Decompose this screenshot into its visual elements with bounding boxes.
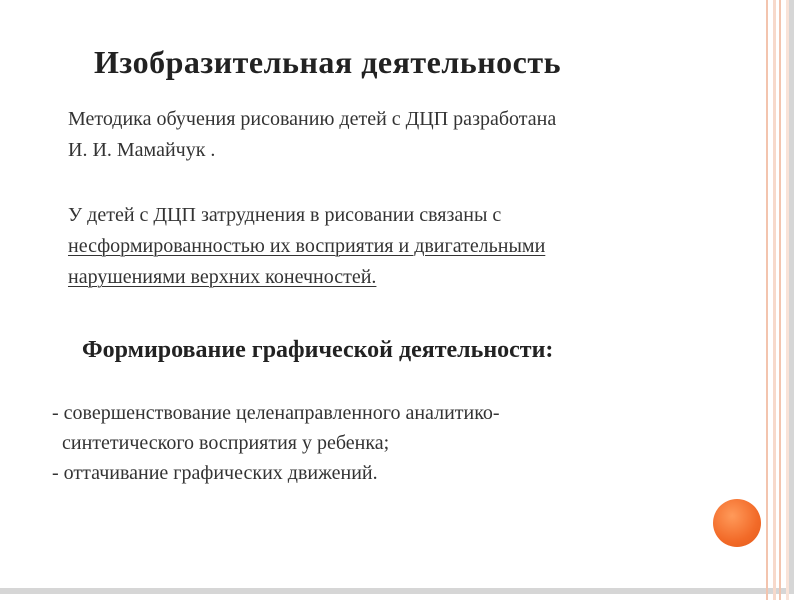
paragraph-difficulties [68,200,545,293]
accent-circle [713,499,761,547]
paragraph-line: Методика обучения рисованию детей с ДЦП разработана [68,108,557,130]
paragraph-line-underlined: нарушениями верхних конечностей. [68,266,377,288]
paragraph-line: У детей с ДЦП затруднения в рисовании связаны с [68,204,502,226]
decorative-stripe [766,0,768,600]
paragraph-line-underlined: несформированностью их восприятия и двигательными [68,235,546,257]
bullet-list [52,398,500,488]
decorative-stripe [779,0,781,600]
list-item-continuation: синтетического восприятия у ребенка; [62,432,390,454]
slide-title: Изобразительная деятельность [94,44,561,80]
list-item: - совершенствование целенаправленного аналитико- [52,402,500,424]
list-item: - оттачивание графических движений. [52,462,378,484]
paragraph-line: И. И. Мамайчук . [68,139,216,161]
decorative-stripe [773,0,776,600]
decorative-stripe [786,0,789,600]
paragraph-methodology [68,104,556,166]
section-subtitle: Формирование графической деятельности: [82,337,554,363]
